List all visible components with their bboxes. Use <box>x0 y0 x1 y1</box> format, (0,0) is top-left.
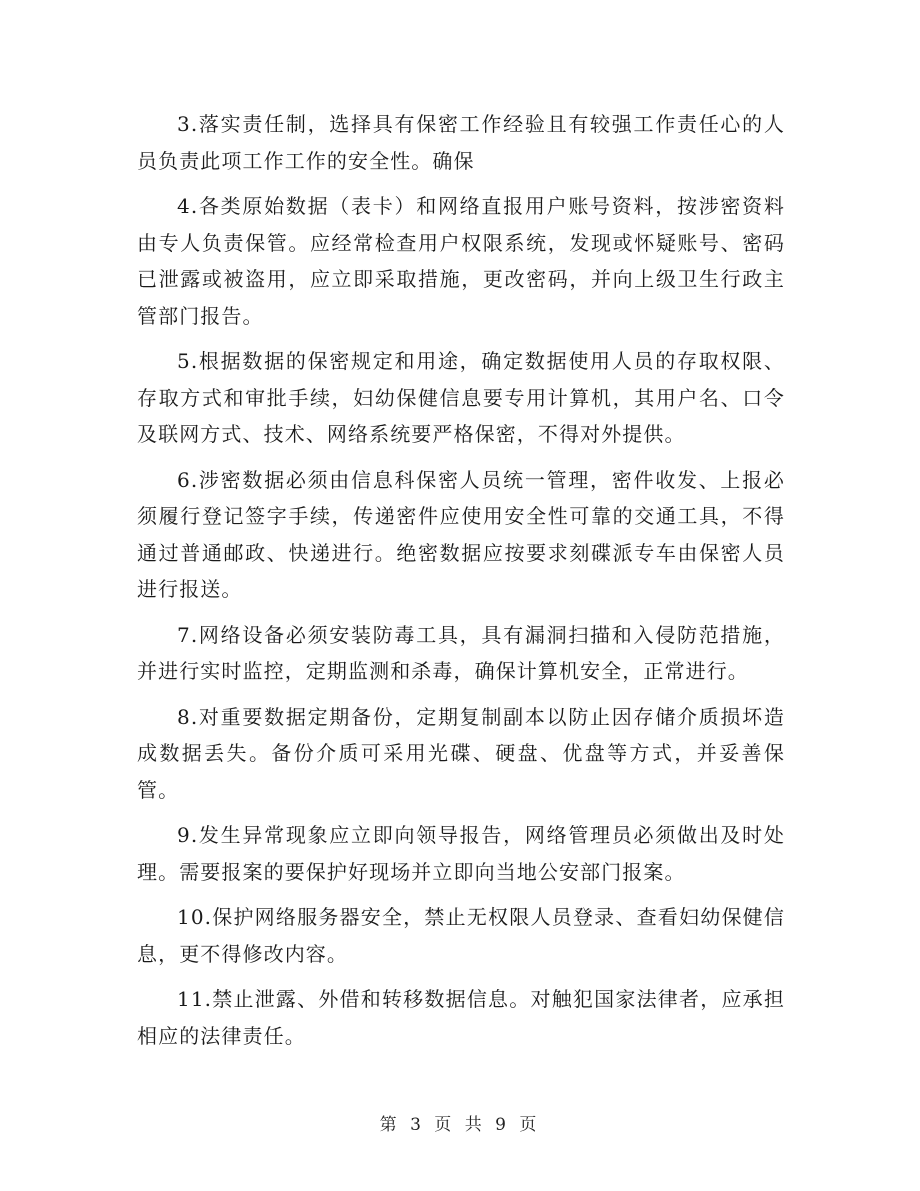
paragraph-item-5: 5.根据数据的保密规定和用途，确定数据使用人员的存取权限、存取方式和审批手续，妇幼保健信息要专用计算机，其用户名、口令及联网方式、技术、网络系统要严格保密，不得对外提供。 <box>137 349 785 446</box>
paragraph-item-9: 9.发生异常现象应立即向领导报告，网络管理员必须做出及时处理。需要报案的要保护好现场并立即向当地公安部门报案。 <box>137 823 785 884</box>
paragraph-item-4: 4.各类原始数据（表卡）和网络直报用户账号资料，按涉密资料由专人负责保管。应经常检查用户权限系统，发现或怀疑账号、密码已泄露或被盗用，应立即采取措施，更改密码，并向上级卫生行政主管部门报告。 <box>137 194 785 328</box>
paragraph-item-11: 11.禁止泄露、外借和转移数据信息。对触犯国家法律者，应承担相应的法律责任。 <box>137 987 785 1048</box>
paragraph-item-6: 6.涉密数据必须由信息科保密人员统一管理，密件收发、上报必须履行登记签字手续，传递密件应使用安全性可靠的交通工具，不得通过普通邮政、快递进行。绝密数据应按要求刻碟派专车由保密人员进行报送。 <box>137 467 785 601</box>
paragraph-item-7: 7.网络设备必须安装防毒工具，具有漏洞扫描和入侵防范措施，并进行实时监控，定期监测和杀毒，确保计算机安全，正常进行。 <box>137 622 785 683</box>
document-body <box>137 106 785 1063</box>
page-number-footer: 第 3 页 共 9 页 <box>379 1115 541 1135</box>
paragraph-item-10: 10.保护网络服务器安全，禁止无权限人员登录、查看妇幼保健信息，更不得修改内容。 <box>137 905 785 966</box>
paragraph-item-3: 3.落实责任制，选择具有保密工作经验且有较强工作责任心的人员负责此项工作工作的安全性。确保 <box>137 112 785 173</box>
paragraph-item-8: 8.对重要数据定期备份，定期复制副本以防止因存储介质损坏造成数据丢失。备份介质可采用光碟、硬盘、优盘等方式，并妥善保管。 <box>137 704 785 802</box>
